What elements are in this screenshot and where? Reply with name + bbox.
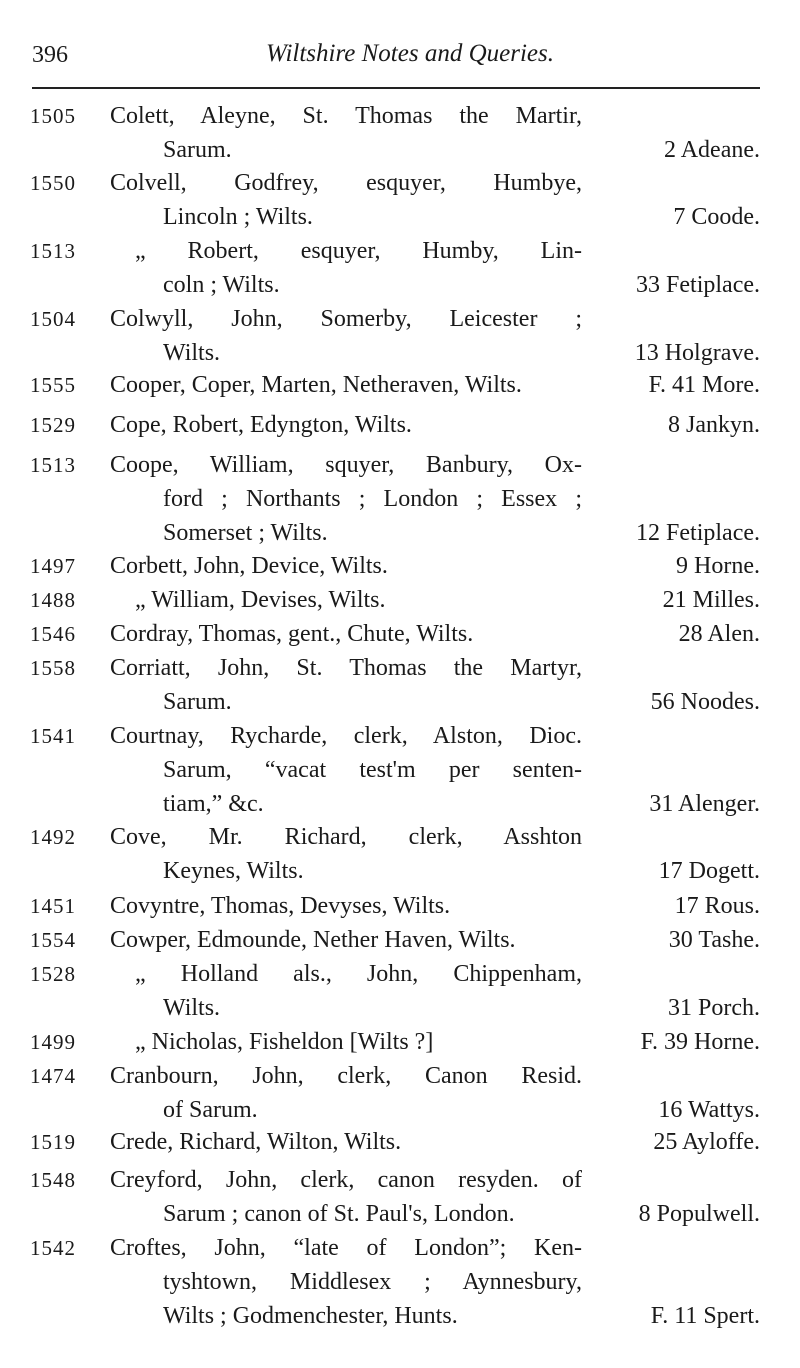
entry-line: Coope, William, squyer, Banbury, Ox- xyxy=(110,452,582,478)
entry-reference: F. 39 Horne. xyxy=(640,1029,760,1055)
entry-reference: F. 11 Spert. xyxy=(650,1303,760,1329)
entry-line: „ Nicholas, Fisheldon [Wilts ?] xyxy=(135,1029,434,1055)
entry-year: 1558 xyxy=(30,656,76,680)
running-title: Wiltshire Notes and Queries. xyxy=(266,40,554,67)
entry-year: 1548 xyxy=(30,1168,76,1192)
entry-year: 1488 xyxy=(30,588,76,612)
entry-year: 1554 xyxy=(30,928,76,952)
entry-line: Cooper, Coper, Marten, Netheraven, Wilts. xyxy=(110,372,522,398)
entry-line: Cove, Mr. Richard, clerk, Asshton xyxy=(110,824,582,850)
entry-reference: 13 Holgrave. xyxy=(634,340,760,366)
entry-reference: 17 Dogett. xyxy=(658,858,760,884)
entry-reference: 17 Rous. xyxy=(674,893,760,919)
entry-line: Colwyll, John, Somerby, Leicester ; xyxy=(110,306,582,332)
entry-reference: 16 Wattys. xyxy=(658,1097,760,1123)
entry-line: Somerset ; Wilts. xyxy=(163,520,328,546)
entry-line: Sarum. xyxy=(163,137,232,163)
entry-reference: 31 Porch. xyxy=(668,995,760,1021)
entry-line: Cowper, Edmounde, Nether Haven, Wilts. xyxy=(110,927,516,953)
entry-line: Cranbourn, John, clerk, Canon Resid. xyxy=(110,1063,582,1089)
entry-line: Creyford, John, clerk, canon resyden. of xyxy=(110,1167,582,1193)
entry-reference: 28 Alen. xyxy=(678,621,760,647)
entry-year: 1504 xyxy=(30,307,76,331)
entry-year: 1474 xyxy=(30,1064,76,1088)
entry-line: of Sarum. xyxy=(163,1097,258,1123)
entry-line: Lincoln ; Wilts. xyxy=(163,204,313,230)
entry-reference: 8 Jankyn. xyxy=(668,412,760,438)
entry-line: Wilts. xyxy=(163,340,221,366)
entry-line: Sarum ; canon of St. Paul's, London. xyxy=(163,1201,515,1227)
entry-reference: 7 Coode. xyxy=(673,204,760,230)
entry-reference: 30 Tashe. xyxy=(668,927,760,953)
entry-reference: 8 Populwell. xyxy=(638,1201,760,1227)
entry-year: 1492 xyxy=(30,825,76,849)
entry-line: tiam,” &c. xyxy=(163,791,264,817)
entry-year: 1513 xyxy=(30,239,76,263)
entry-line: Croftes, John, “late of London”; Ken- xyxy=(110,1235,582,1261)
entry-line: Keynes, Wilts. xyxy=(163,858,304,884)
entry-reference: 56 Noodes. xyxy=(650,689,760,715)
page-number: 396 xyxy=(32,42,68,68)
entry-line: Sarum, “vacat test'm per senten- xyxy=(163,757,582,783)
entry-reference: 2 Adeane. xyxy=(664,137,760,163)
entry-line: Corbett, John, Device, Wilts. xyxy=(110,553,388,579)
entry-reference: 21 Milles. xyxy=(662,587,760,613)
entry-line: Sarum. xyxy=(163,689,232,715)
entry-line: „ Holland als., John, Chippenham, xyxy=(135,961,582,987)
entry-line: coln ; Wilts. xyxy=(163,272,280,298)
entry-line: ford ; Northants ; London ; Essex ; xyxy=(163,486,582,512)
entry-reference: 25 Ayloffe. xyxy=(653,1129,760,1155)
entry-year: 1542 xyxy=(30,1236,76,1260)
entry-year: 1555 xyxy=(30,373,76,397)
entry-year: 1513 xyxy=(30,453,76,477)
entry-reference: 33 Fetiplace. xyxy=(636,272,760,298)
entry-year: 1541 xyxy=(30,724,76,748)
entry-line: Cordray, Thomas, gent., Chute, Wilts. xyxy=(110,621,474,647)
entry-year: 1546 xyxy=(30,622,76,646)
entry-year: 1550 xyxy=(30,171,76,195)
entry-line: Crede, Richard, Wilton, Wilts. xyxy=(110,1129,402,1155)
entry-reference: 31 Alenger. xyxy=(649,791,760,817)
entry-year: 1505 xyxy=(30,104,76,128)
entry-year: 1519 xyxy=(30,1130,76,1154)
header-rule xyxy=(32,87,760,89)
entry-line: Courtnay, Rycharde, clerk, Alston, Dioc. xyxy=(110,723,582,749)
entry-line: Wilts ; Godmenchester, Hunts. xyxy=(163,1303,458,1329)
entry-year: 1451 xyxy=(30,894,76,918)
entry-year: 1528 xyxy=(30,962,76,986)
entry-line: „ Robert, esquyer, Humby, Lin- xyxy=(135,238,582,264)
entry-line: tyshtown, Middlesex ; Aynnesbury, xyxy=(163,1269,582,1295)
entry-line: Corriatt, John, St. Thomas the Martyr, xyxy=(110,655,582,681)
entry-line: Covyntre, Thomas, Devyses, Wilts. xyxy=(110,893,451,919)
entry-line: Colvell, Godfrey, esquyer, Humbye, xyxy=(110,170,582,196)
entry-line: Colett, Aleyne, St. Thomas the Martir, xyxy=(110,103,582,129)
entry-line: Cope, Robert, Edyngton, Wilts. xyxy=(110,412,412,438)
entry-reference: 9 Horne. xyxy=(676,553,760,579)
entry-year: 1499 xyxy=(30,1030,76,1054)
entry-year: 1529 xyxy=(30,413,76,437)
entry-year: 1497 xyxy=(30,554,76,578)
entry-reference: 12 Fetiplace. xyxy=(636,520,760,546)
entry-line: Wilts. xyxy=(163,995,221,1021)
entry-line: „ William, Devises, Wilts. xyxy=(135,587,386,613)
entry-reference: F. 41 More. xyxy=(648,372,760,398)
